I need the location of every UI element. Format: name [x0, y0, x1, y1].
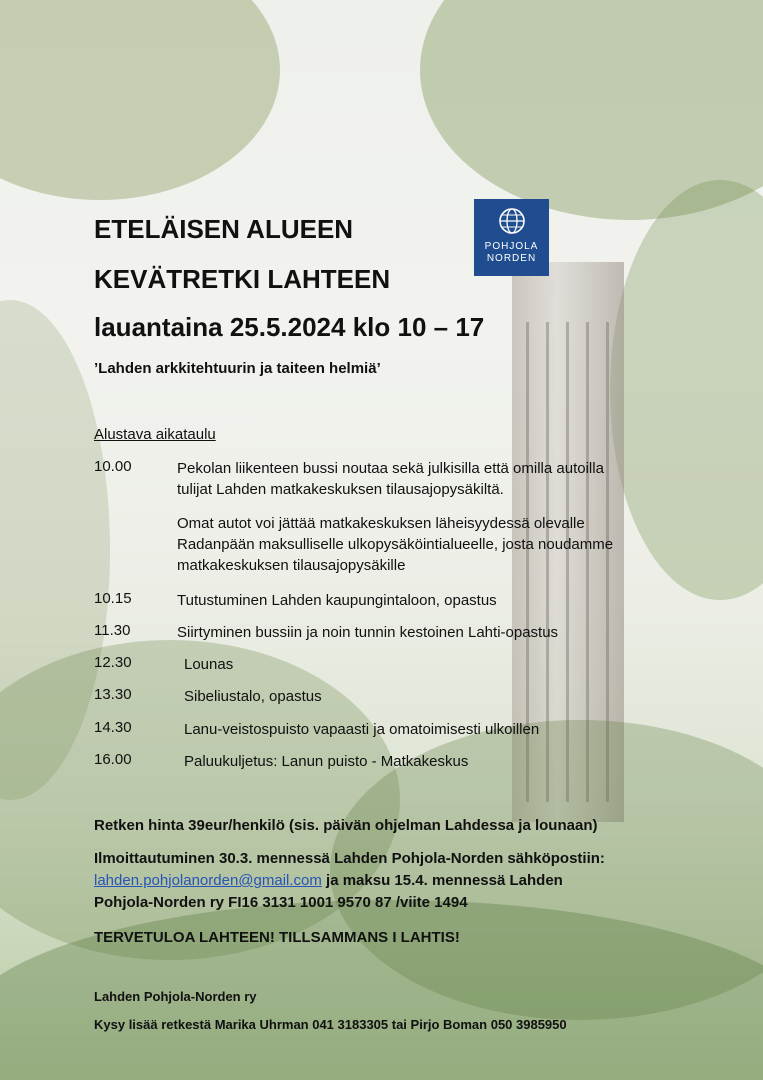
schedule-time: 12.30: [94, 654, 132, 671]
email-link[interactable]: lahden.pohjolanorden@gmail.com: [94, 872, 322, 889]
price-info: Retken hinta 39eur/henkilö (sis. päivän ohjelman Lahdessa ja lounaan): [94, 817, 598, 834]
schedule-desc-line: Pekolan liikenteen bussi noutaa sekä julkisilla että omilla autoilla: [177, 460, 604, 477]
schedule-desc: Siirtyminen bussiin ja noin tunnin kestoinen Lahti-opastus: [177, 624, 559, 641]
schedule-note: [177, 513, 613, 576]
pohjola-norden-logo: [474, 199, 549, 276]
schedule-heading: Alustava aikataulu: [94, 426, 216, 443]
schedule-desc: Lanu-veistospuisto vapaasti ja omatoimisesti ulkoillen: [184, 721, 540, 738]
schedule-desc-line: Radanpään maksulliselle ulkopysäköintialueelle, josta noudamme: [177, 536, 614, 553]
schedule-desc-line: matkakeskuksen tilausajopysäkille: [177, 557, 406, 574]
footer-contact: Kysy lisää retkestä Marika Uhrman 041 3183305 tai Pirjo Boman 050 3985950: [94, 1017, 567, 1032]
welcome-text: TERVETULOA LAHTEEN! TILLSAMMANS I LAHTIS!: [94, 929, 460, 946]
schedule-time: 10.00: [94, 458, 132, 475]
schedule-desc-line: tulijat Lahden matkakeskuksen tilausajopysäkiltä.: [177, 481, 504, 498]
subtitle: ’Lahden arkkitehtuurin ja taiteen helmiä’: [94, 360, 381, 377]
title-line1: ETELÄISEN ALUEEN: [94, 214, 354, 244]
schedule-desc: Paluukuljetus: Lanun puisto - Matkakeskus: [184, 753, 469, 770]
registration-payment: ja maksu 15.4. mennessä Lahden: [321, 872, 563, 889]
schedule-time: 16.00: [94, 751, 132, 768]
schedule-desc: Tutustuminen Lahden kaupungintaloon, opastus: [177, 592, 497, 609]
schedule-time: 11.30: [94, 622, 131, 639]
title-line2: KEVÄTRETKI LAHTEEN: [94, 264, 391, 294]
footer-org: Lahden Pohjola-Norden ry: [94, 989, 257, 1004]
schedule-desc: Lounas: [184, 656, 234, 673]
schedule-time: 10.15: [94, 590, 132, 607]
schedule-time: 14.30: [94, 719, 132, 736]
registration-line3: Pohjola-Norden ry FI16 3131 1001 9570 87 /viite 1494: [94, 894, 468, 911]
registration-line1: Ilmoittautuminen 30.3. mennessä Lahden Pohjola-Norden sähköpostiin:: [94, 850, 605, 867]
title-line3: lauantaina 25.5.2024 klo 10 – 17: [94, 312, 485, 342]
schedule-time: 13.30: [94, 686, 132, 703]
registration-line2: [94, 872, 563, 889]
logo-text-line2: NORDEN: [486, 253, 537, 264]
schedule-desc: Sibeliustalo, opastus: [184, 688, 322, 705]
schedule-desc-line: Omat autot voi jättää matkakeskuksen läheisyydessä olevalle: [177, 515, 585, 532]
schedule-desc: [177, 458, 604, 500]
logo-text-line1: POHJOLA: [484, 241, 539, 252]
globe-icon: [498, 207, 526, 235]
